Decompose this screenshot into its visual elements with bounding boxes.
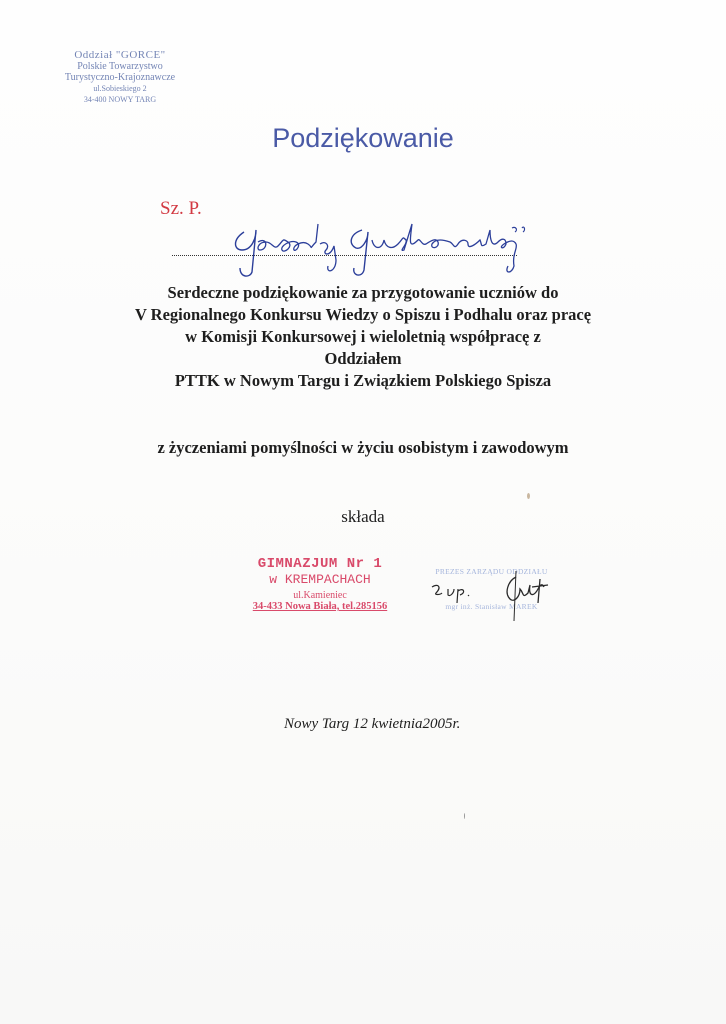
stamp-line: ul.Kamieniec bbox=[293, 590, 347, 601]
signature-stamp bbox=[424, 563, 559, 625]
stamp-line: ul.Sobieskiego 2 bbox=[93, 84, 147, 93]
recipient-name-handwritten bbox=[222, 210, 542, 280]
stamp-line: mgr inż. Stanisław MAREK bbox=[445, 602, 538, 611]
body-line: Serdeczne podziękowanie za przygotowanie uczniów do bbox=[167, 283, 559, 302]
paper-speck bbox=[464, 813, 465, 819]
body-line: PTTK w Nowym Targu i Związkiem Polskiego Spisza bbox=[174, 371, 552, 390]
stamp-line: Oddział "GORCE" bbox=[74, 49, 166, 61]
handwriting-stroke bbox=[507, 577, 548, 603]
stamp-line: GIMNAZJUM Nr 1 bbox=[257, 556, 383, 572]
body-line: w Komisji Konkursowej i wieloletnią współpracę z bbox=[185, 327, 541, 346]
stamp-line: 34-433 Nowa Biała, tel.285156 bbox=[252, 601, 388, 612]
handwritten-signature bbox=[424, 563, 559, 625]
acknowledgement-text bbox=[40, 282, 686, 392]
handwriting-stroke bbox=[432, 585, 469, 603]
handwriting-stroke bbox=[372, 224, 516, 272]
stamp-line: PREZES ZARZĄDU ODDZIAŁU bbox=[435, 567, 548, 576]
salutation: Sz. P. bbox=[160, 198, 202, 219]
handwriting-stroke bbox=[258, 224, 336, 271]
handwriting-stroke bbox=[351, 230, 368, 275]
pttk-header-stamp bbox=[40, 50, 200, 105]
stamp-line: w KREMPACHACH bbox=[269, 572, 371, 587]
handwriting-stroke bbox=[236, 230, 257, 276]
stamp-line: Turystyczno-Krajoznawcze bbox=[64, 72, 176, 83]
closing-text: składa bbox=[341, 507, 385, 526]
stamp-line: 34-400 NOWY TARG bbox=[83, 95, 157, 104]
wishes-text: z życzeniami pomyślności w życiu osobistym i zawodowym bbox=[157, 438, 569, 457]
page-title: Podziękowanie bbox=[272, 123, 454, 153]
body-line: Oddziałem bbox=[324, 349, 402, 368]
handwriting-stroke bbox=[512, 227, 525, 232]
paper-speck bbox=[527, 493, 530, 499]
stamp-line: Polskie Towarzystwo bbox=[77, 61, 163, 72]
school-stamp bbox=[228, 556, 412, 612]
document-date: Nowy Targ 12 kwietnia2005r. bbox=[284, 716, 461, 732]
body-line: V Regionalnego Konkursu Wiedzy o Spiszu i Podhalu oraz pracę bbox=[134, 305, 592, 324]
